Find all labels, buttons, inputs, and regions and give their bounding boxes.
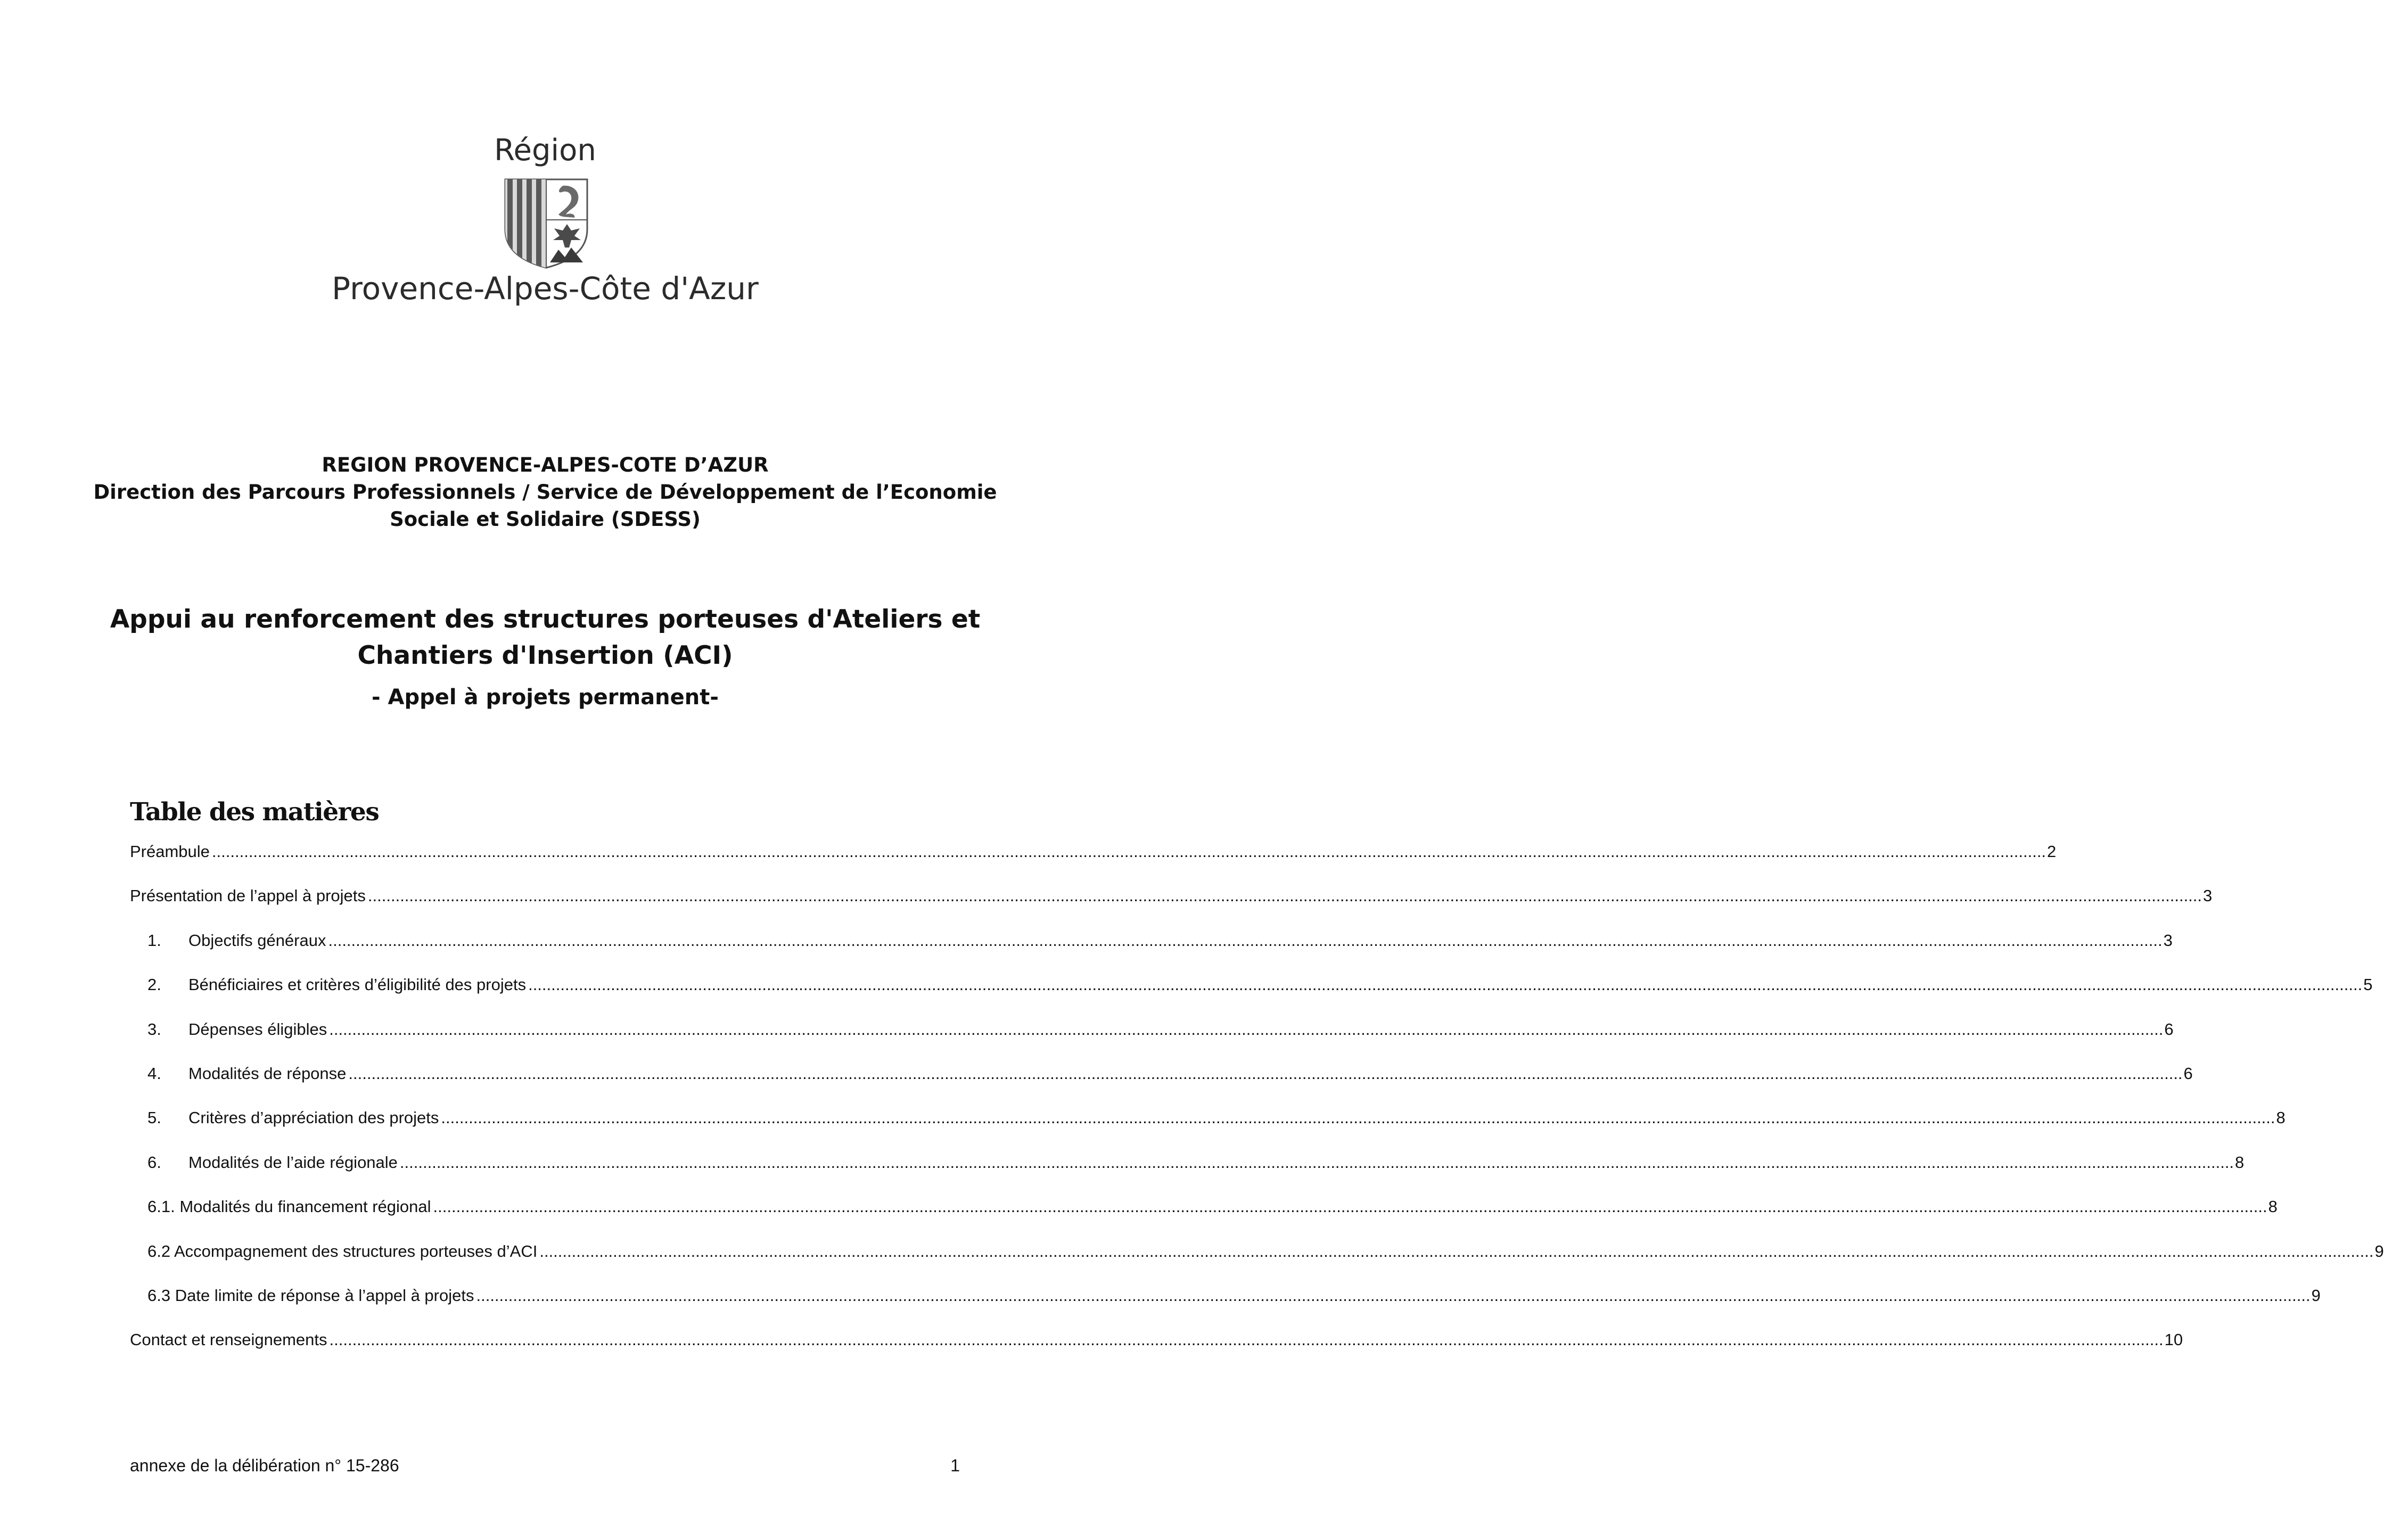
toc-entry-criteres[interactable] (130, 1107, 2286, 1151)
toc-leader-dots: ................................................................................................................................................................................................................................................................................................................................................................................................................ (476, 1286, 2311, 1305)
toc-entry-label: 6.3 Date limite de réponse à l’appel à projets (147, 1286, 474, 1305)
footer-annex-reference: annexe de la délibération n° 15-286 (130, 1456, 399, 1475)
document-title-line-2: Chantiers d'Insertion (ACI) (357, 641, 733, 670)
toc-entry-page: 9 (2311, 1286, 2321, 1305)
document-subtitle: - Appel à projets permanent- (372, 685, 719, 710)
toc-leader-dots: ................................................................................................................................................................................................................................................................................................................................................................................................................ (329, 1019, 2164, 1039)
toc-entry-page: 9 (2374, 1241, 2384, 1261)
toc-entry-preambule[interactable] (130, 841, 2057, 885)
toc-entry-page: 6 (2183, 1064, 2193, 1083)
toc-entry-page: 8 (2235, 1152, 2245, 1172)
document-title (0, 602, 1090, 674)
organization-direction: Direction des Parcours Professionnels / Service de Développement de l’Economie (93, 481, 997, 504)
toc-leader-dots: ................................................................................................................................................................................................................................................................................................................................................................................................................ (348, 1064, 2183, 1083)
toc-leader-dots: ................................................................................................................................................................................................................................................................................................................................................................................................................ (329, 1330, 2164, 1349)
logo-region-word: Région (494, 133, 596, 168)
toc-entry-beneficiaires[interactable] (130, 974, 2373, 1018)
toc-entry-page: 3 (2163, 930, 2173, 950)
toc-leader-dots: ................................................................................................................................................................................................................................................................................................................................................................................................................ (367, 886, 2202, 905)
toc-entry-page: 3 (2203, 886, 2213, 905)
table-of-contents (130, 841, 2384, 1374)
coat-of-arms-icon (503, 177, 589, 269)
toc-entry-modalites-reponse[interactable] (130, 1063, 2193, 1107)
toc-leader-dots: ................................................................................................................................................................................................................................................................................................................................................................................................................ (433, 1197, 2267, 1216)
toc-entry-label: Objectifs généraux (188, 930, 326, 950)
toc-entry-number: 5. (147, 1108, 161, 1127)
toc-entry-objectifs[interactable] (130, 930, 2173, 974)
toc-entry-number: 3. (147, 1019, 161, 1039)
toc-entry-label: Modalités de l’aide régionale (188, 1152, 398, 1172)
toc-entry-accompagnement[interactable] (130, 1241, 2384, 1285)
toc-entry-label: 6.1. Modalités du financement régional (147, 1197, 431, 1216)
toc-heading: Table des matières (130, 797, 379, 827)
toc-leader-dots: ................................................................................................................................................................................................................................................................................................................................................................................................................ (399, 1152, 2234, 1172)
organization-name: REGION PROVENCE-ALPES-COTE D’AZUR (322, 454, 769, 476)
toc-entry-aide-regionale[interactable] (130, 1152, 2245, 1196)
toc-entry-number: 4. (147, 1064, 161, 1083)
toc-leader-dots: ................................................................................................................................................................................................................................................................................................................................................................................................................ (528, 975, 2363, 994)
toc-entry-label: Préambule (130, 842, 210, 861)
organization-header (0, 451, 1090, 533)
toc-entry-page: 8 (2268, 1197, 2278, 1216)
toc-entry-label: Modalités de réponse (188, 1064, 347, 1083)
toc-entry-date-limite[interactable] (130, 1285, 2321, 1329)
toc-entry-label: Contact et renseignements (130, 1330, 327, 1349)
toc-entry-number: 2. (147, 975, 161, 994)
toc-entry-depenses[interactable] (130, 1019, 2174, 1063)
toc-entry-page: 5 (2363, 975, 2373, 994)
toc-entry-presentation[interactable] (130, 885, 2213, 929)
footer-page-number: 1 (950, 1456, 960, 1475)
toc-leader-dots: ................................................................................................................................................................................................................................................................................................................................................................................................................ (211, 842, 2046, 861)
logo-provence-word: Provence-Alpes-Côte d'Azur (332, 270, 759, 307)
toc-leader-dots: ................................................................................................................................................................................................................................................................................................................................................................................................................ (328, 930, 2163, 950)
toc-entry-label: 6.2 Accompagnement des structures porteuses d’ACI (147, 1241, 538, 1261)
toc-entry-contact[interactable] (130, 1329, 2183, 1373)
toc-entry-page: 10 (2164, 1330, 2183, 1349)
toc-entry-label: Dépenses éligibles (188, 1019, 327, 1039)
toc-entry-page: 8 (2276, 1108, 2286, 1127)
document-title-line-1: Appui au renforcement des structures porteuses d'Ateliers et (110, 605, 981, 634)
toc-leader-dots: ................................................................................................................................................................................................................................................................................................................................................................................................................ (441, 1108, 2275, 1127)
toc-entry-label: Bénéficiaires et critères d’éligibilité des projets (188, 975, 527, 994)
toc-entry-page: 6 (2164, 1019, 2174, 1039)
toc-entry-financement[interactable] (130, 1196, 2278, 1240)
organization-service: Sociale et Solidaire (SDESS) (390, 508, 701, 531)
toc-entry-number: 1. (147, 930, 161, 950)
toc-entry-label: Critères d’appréciation des projets (188, 1108, 439, 1127)
toc-entry-page: 2 (2047, 842, 2057, 861)
toc-entry-number: 6. (147, 1152, 161, 1172)
toc-entry-label: Présentation de l’appel à projets (130, 886, 366, 905)
toc-leader-dots: ................................................................................................................................................................................................................................................................................................................................................................................................................ (539, 1241, 2374, 1261)
